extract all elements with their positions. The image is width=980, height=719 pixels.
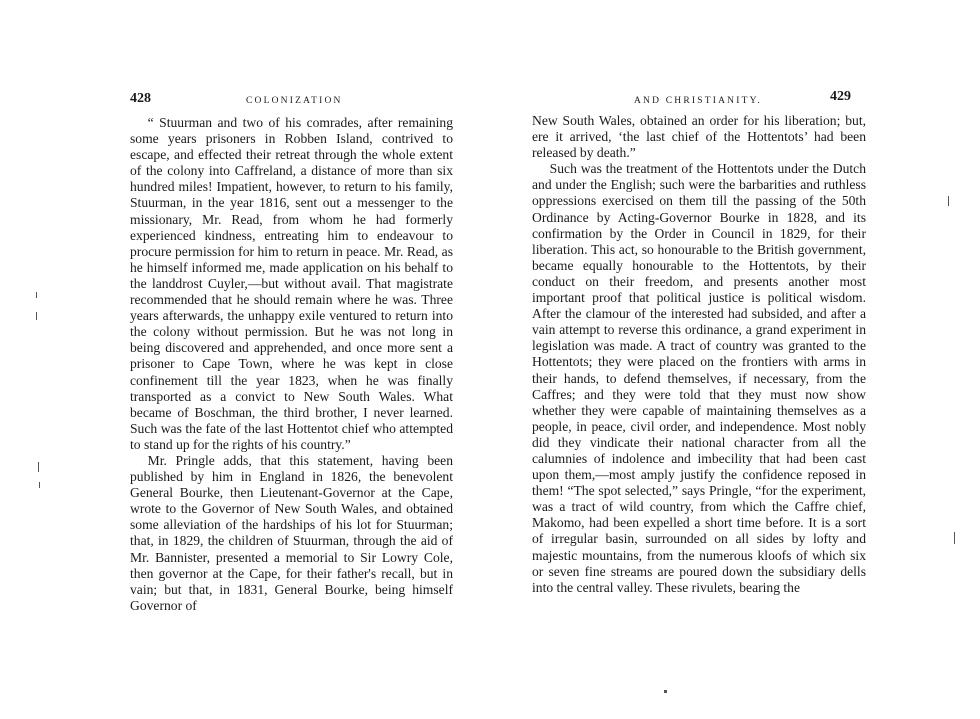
right-page-number: 429 <box>830 89 851 104</box>
scan-mark <box>954 532 955 544</box>
left-paragraph-1: “ Stuurman and two of his comrades, after remaining some years prisoners in Robben Island, contrived to escape, and effected their retreat through the whole extent of the colony into Caffreland, a distance of more than six hundred miles! Impatient, however, to return to his family, Stuurman, in the year 1816, sent out a messenger to the missionary, Mr. Read, from whom he had formerly experienced kindness, entreating him to endeavour to procure permission for him to return in peace. Mr. Read, as he himself informed me, made application on his behalf to the landdrost Cuyler,—but without avail. That magistrate recommended that he should remain where he was. Three years afterwards, the unhappy exile ventured to return into the colony without permission. But he was not long in being discovered and apprehended, and once more sent a prisoner to Cape Town, where he was kept in close confinement till the year 1823, when he was finally transported as a convict to New South Wales. What became of Boschman, the third brother, I never learned. Such was the fate of the last Hottentot chief who attempted to stand up for the rights of his country.” <box>130 115 453 452</box>
right-running-head: AND CHRISTIANITY. <box>634 96 763 106</box>
right-paragraph-2: Such was the treatment of the Hottentots under the Dutch and under the English; such were the barbarities and ruthless oppressions exercised on them till the passing of the 50th Ordinance by Acting-Governor Bourke in 1828, and its confirmation by the Order in Council in 1829, for their liberation. This act, so honourable to the British government, became equally honourable to the Hottentots, by their conduct on their freedom, and presents another most important proof that political justice is political wisdom. After the clamour of the interested had subsided, and after a vain attempt to reverse this ordinance, a grand experiment in legislation was made. A tract of country was granted to the Hottentots; they were placed on the frontiers with arms in their hands, to defend themselves, if necessary, from the Caffres; and they were told that they must now show whether they were capable of maintaining themselves as a people, in peace, civil order, and independence. Most nobly did they vindicate their national character from all the calumnies of indolence and imbecility that had been cast upon them,—most amply justify the confidence reposed in them! “The spot selected,” says Pringle, “for the experiment, was a tract of wild country, from which the Caffre chief, Makomo, had been expelled a short time before. It is a sort of irregular basin, surrounded on all sides by lofty and majestic mountains, from the numerous kloofs of which six or seven fine streams are poured down the subsidiary dells into the central valley. These rivulets, bearing the <box>532 161 866 595</box>
left-page-body <box>130 115 453 614</box>
scan-mark <box>39 482 40 488</box>
right-page-body <box>532 113 866 596</box>
left-page-number: 428 <box>130 91 151 106</box>
scan-mark <box>36 292 37 298</box>
right-paragraph-1: New South Wales, obtained an order for his liberation; but, ere it arrived, ‘the last chief of the Hottentots’ had been released by death.” <box>532 113 866 161</box>
right-page <box>490 0 980 719</box>
scan-mark <box>948 196 949 206</box>
scan-mark <box>36 312 37 320</box>
scan-mark <box>38 462 39 472</box>
left-running-head: COLONIZATION <box>246 96 343 106</box>
scan-mark <box>664 690 667 693</box>
left-paragraph-2: Mr. Pringle adds, that this statement, having been published by him in England in 1826, the benevolent General Bourke, then Lieutenant-Governor at the Cape, wrote to the Governor of New South Wales, and obtained some alleviation of the hardships of his lot for Stuurman; that, in 1829, the children of Stuurman, through the aid of Mr. Bannister, presented a memorial to Sir Lowry Cole, then governor at the Cape, for their father's recall, but in vain; but that, in 1831, General Bourke, being himself Governor of <box>130 452 453 613</box>
